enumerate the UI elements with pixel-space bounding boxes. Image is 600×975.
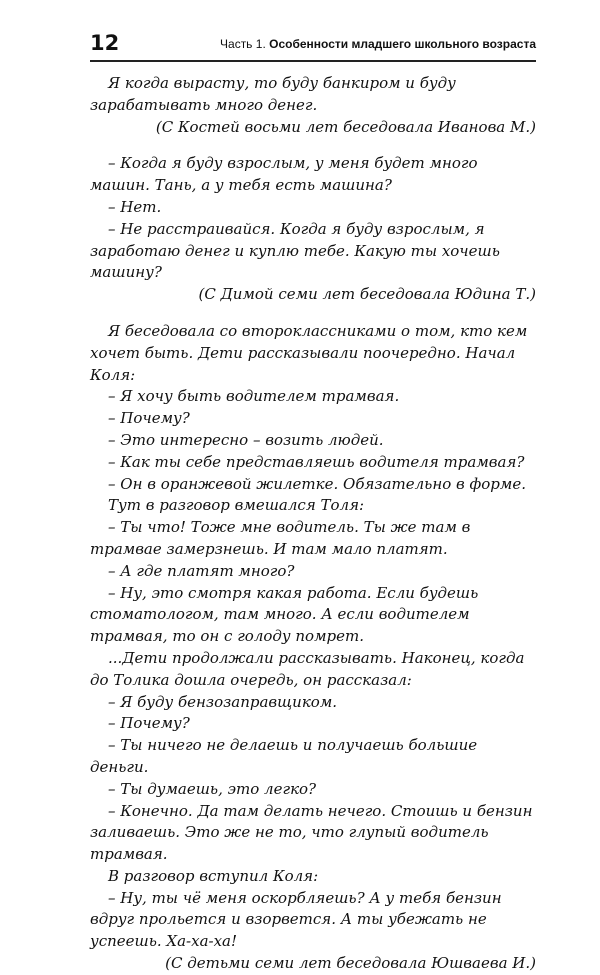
- paragraph: Тут в разговор вмешался Толя:: [108, 496, 365, 515]
- dialogue-line: – Ну, это смотря какая работа. Если будешь стоматологом, там много. А если водителем трамвая, то он с голоду помрет.: [90, 583, 479, 646]
- dialogue-line: – Почему?: [108, 714, 190, 733]
- header-rule: [90, 60, 536, 62]
- attribution: (С Димой семи лет беседовала Юдина Т.): [198, 285, 536, 304]
- dialogue-line: – Как ты себе представляешь водителя трамвая?: [108, 452, 525, 471]
- dialogue-line: – Ты ничего не делаешь и получаешь большие деньги.: [90, 736, 478, 776]
- dialogue-line: – Я хочу быть водителем трамвая.: [108, 387, 400, 406]
- paragraph: ...Дети продолжали рассказывать. Наконец, когда до Толика дошла очередь, он рассказал:: [90, 648, 525, 689]
- dialogue-line: – Это интересно – возить людей.: [108, 430, 384, 449]
- passage-gap: [90, 138, 536, 153]
- dialogue-line: – Когда я буду взрослым, у меня будет много машин. Тань, а у тебя есть машина?: [90, 154, 478, 195]
- dialogue-line: – Почему?: [108, 409, 190, 428]
- dialogue-line: – Не расстраивайся. Когда я буду взрослым, я заработаю денег и куплю тебе. Какую ты хочешь машину?: [90, 219, 500, 282]
- body-text: [90, 73, 536, 975]
- paragraph: Я когда вырасту, то буду банкиром и буду зарабатывать много денег.: [90, 74, 456, 114]
- attribution: (С Костей восьми лет беседовала Иванова М.): [155, 117, 536, 136]
- running-header: [90, 30, 536, 60]
- paragraph: В разговор вступил Коля:: [108, 866, 319, 885]
- attribution: (С детьми семи лет беседовала Юшваева И.): [165, 954, 536, 973]
- dialogue-line: – Я буду бензозаправщиком.: [108, 692, 338, 711]
- dialogue-line: – Конечно. Да там делать нечего. Стоишь и бензин заливаешь. Это же не то, что глупый водитель трамвая.: [90, 801, 533, 864]
- dialogue-line: – Нет.: [108, 197, 162, 216]
- dialogue-line: – Ты думаешь, это легко?: [108, 779, 317, 798]
- passage-gap: [90, 306, 536, 321]
- paragraph: Я беседовала со второклассниками о том, кто кем хочет быть. Дети рассказывали поочередно. Начал Коля:: [90, 321, 528, 384]
- dialogue-line: – А где платят много?: [108, 561, 295, 580]
- dialogue-line: – Он в оранжевой жилетке. Обязательно в форме.: [108, 474, 526, 493]
- page-number: 12: [90, 31, 120, 55]
- part-label: Часть 1.: [220, 37, 266, 51]
- dialogue-line: – Ты что! Тоже мне водитель. Ты же там в трамвае замерзнешь. И там мало платят.: [90, 518, 471, 558]
- dialogue-line: – Ну, ты чё меня оскорбляешь? А у тебя бензин вдруг прольется и взорвется. А ты убежать не успеешь. Ха-ха-ха!: [90, 888, 502, 951]
- part-title: Особенности младшего школьного возраста: [269, 37, 536, 51]
- running-title: [220, 36, 536, 52]
